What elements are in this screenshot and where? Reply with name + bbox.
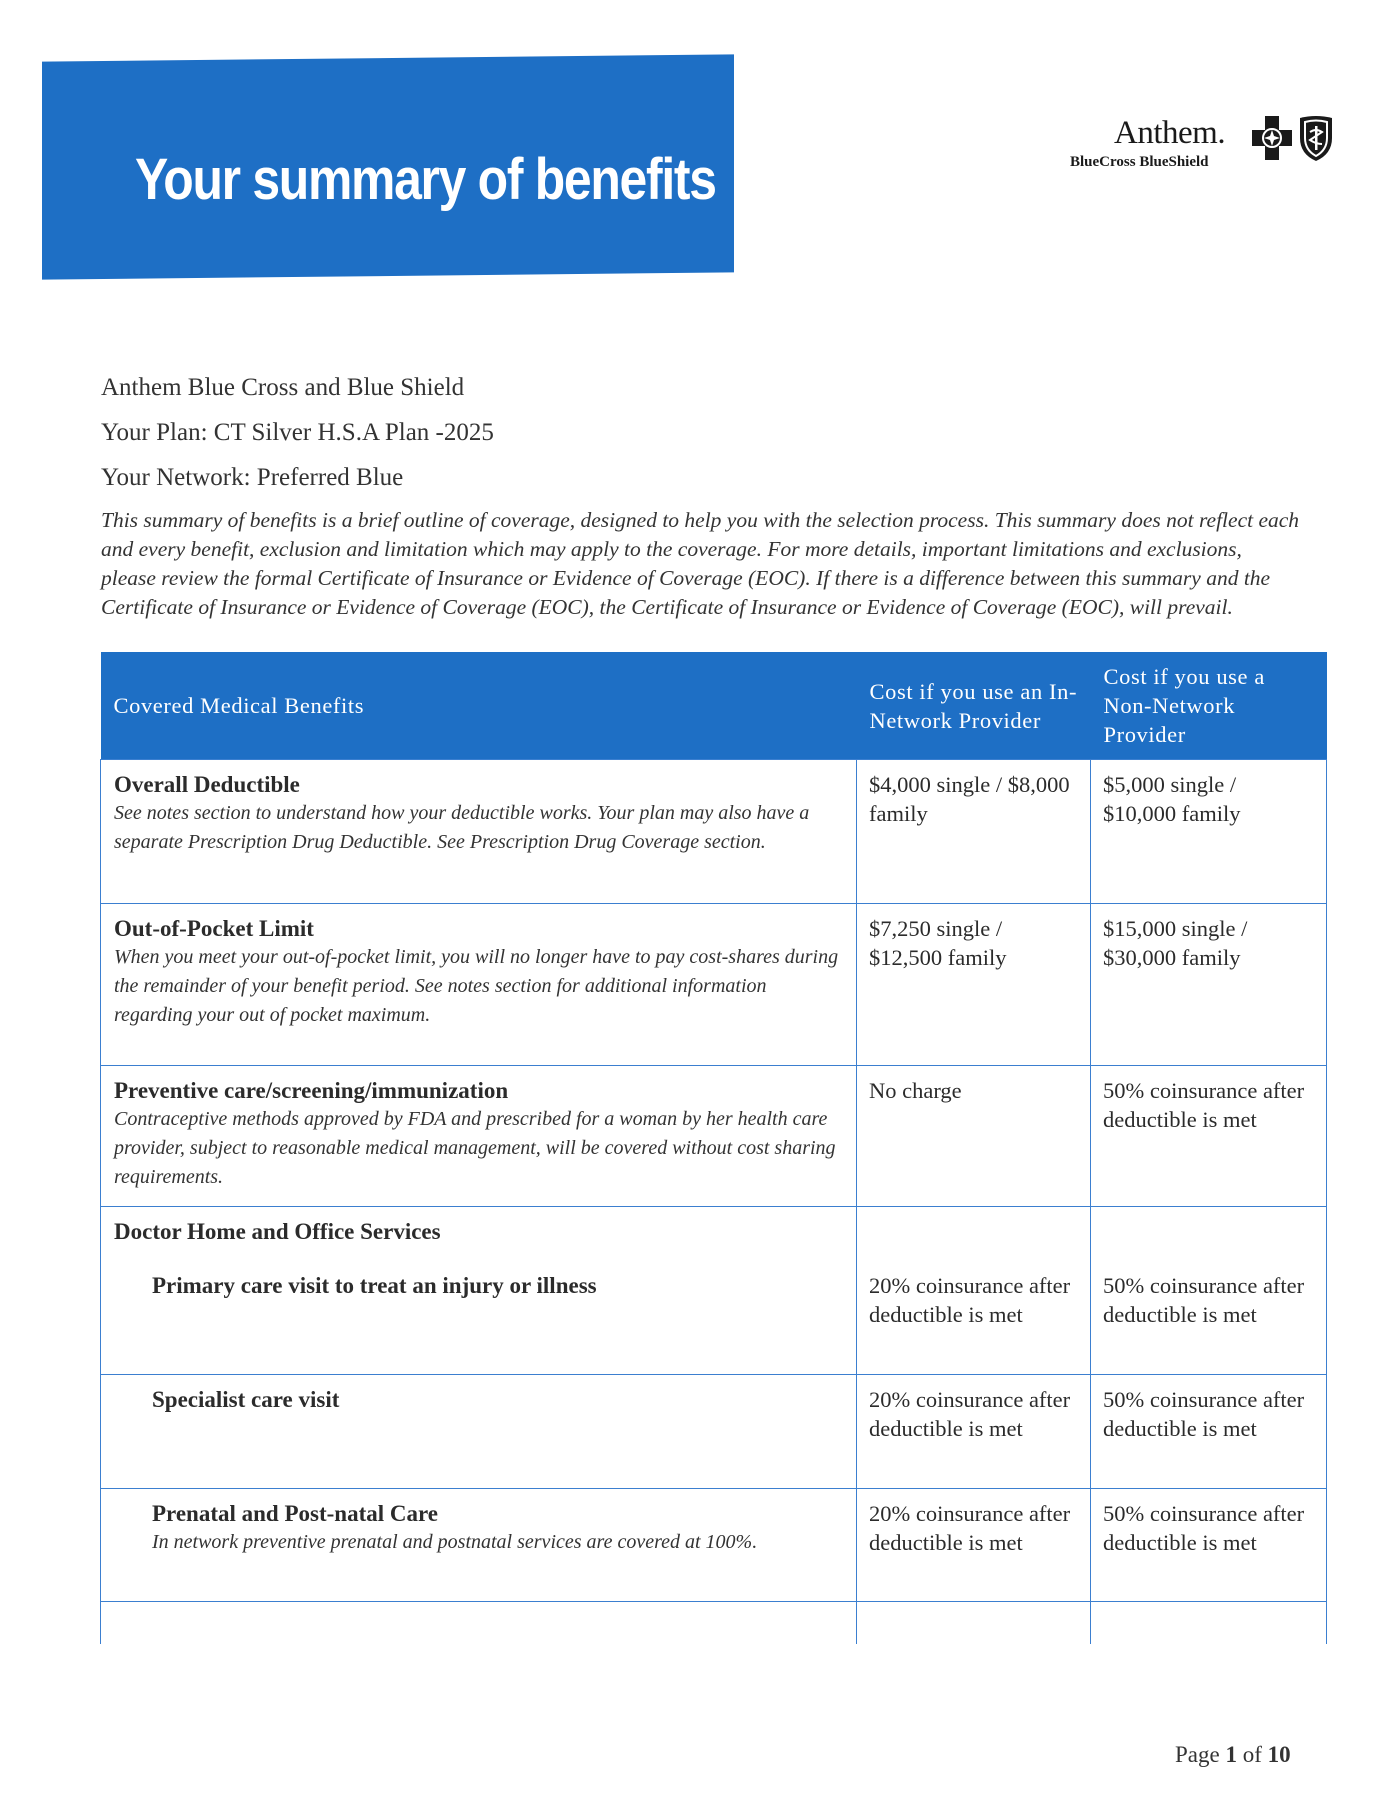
benefit-note: See notes section to understand how your deductible works. Your plan may also have a separate Prescription Drug Deductible. See Prescription Drug Coverage section. [114,802,810,853]
benefits-table [100,652,1326,1644]
blue-shield-icon [1296,114,1336,162]
header-non-network: Cost if you use a Non-Network Provider [1091,652,1327,760]
non-network-cost [1091,760,1327,904]
benefit-cell [101,904,857,1066]
page-prefix: Page [1175,1742,1226,1767]
in-network-value: 20% coinsurance after deductible is met [869,1501,1071,1555]
header-in-network: Cost if you use an In-Network Provider [857,652,1091,760]
in-network-cost [857,1207,1091,1375]
empty-cell [1091,1602,1327,1644]
benefit-name: Prenatal and Post-natal Care [152,1501,438,1526]
anthem-logo [1068,112,1338,174]
non-network-value: 50% coinsurance after deductible is met [1103,1078,1305,1132]
table-row [101,1066,1327,1207]
in-network-value: 20% coinsurance after deductible is met [869,1387,1071,1441]
table-row [101,760,1327,904]
benefit-cell [101,1066,857,1207]
benefit-cell [101,760,857,904]
table-row-group [101,1207,1327,1375]
benefit-cell [101,1375,857,1489]
blue-cross-icon [1252,116,1292,160]
non-network-value: $5,000 single / $10,000 family [1103,772,1241,826]
benefit-cell [101,1207,857,1375]
logo-wordmark: Anthem. [1114,115,1226,151]
non-network-value: 50% coinsurance after deductible is met [1103,1501,1305,1555]
table-row [101,1375,1327,1489]
page-number [1175,1742,1291,1768]
in-network-value: No charge [869,1078,962,1103]
non-network-value: 50% coinsurance after deductible is met [1103,1387,1305,1441]
benefit-note: In network preventive prenatal and postnatal services are covered at 100%. [152,1531,758,1553]
empty-cell [857,1602,1091,1644]
in-network-cost [857,1066,1091,1207]
benefit-name: Preventive care/screening/immunization [114,1078,509,1103]
header-benefit: Covered Medical Benefits [101,652,857,760]
benefit-name: Primary care visit to treat an injury or illness [152,1273,597,1298]
benefit-cell [101,1489,857,1602]
plan-name: Your Plan: CT Silver H.S.A Plan -2025 [101,419,494,446]
logo-subtitle: BlueCross BlueShield [1070,154,1209,170]
benefit-name: Out-of-Pocket Limit [114,916,314,941]
in-network-value: 20% coinsurance after deductible is met [869,1273,1071,1327]
page-total: 10 [1267,1742,1291,1767]
page-current: 1 [1225,1742,1237,1767]
in-network-cost [857,760,1091,904]
network-name: Your Network: Preferred Blue [101,464,404,491]
table-row [101,904,1327,1066]
benefit-note: Contraceptive methods approved by FDA and prescribed for a woman by her health care provider, subject to reasonable medical management, will be covered without cost sharing requirements. [114,1108,836,1188]
in-network-cost [857,1375,1091,1489]
non-network-cost [1091,1066,1327,1207]
benefit-name: Overall Deductible [114,772,300,797]
non-network-cost [1091,1207,1327,1375]
page-title: Your summary of benefits [135,147,716,212]
table-row-empty [101,1602,1327,1644]
benefit-note: When you meet your out-of-pocket limit, you will no longer have to pay cost-shares during the remainder of your benefit period. See notes section for additional information regarding your out of pocket maximum. [114,946,839,1026]
non-network-value: 50% coinsurance after deductible is met [1103,1273,1305,1327]
in-network-value: $7,250 single / $12,500 family [869,916,1007,970]
non-network-cost [1091,904,1327,1066]
table-row [101,1489,1327,1602]
table-header-row [101,652,1327,760]
carrier-name: Anthem Blue Cross and Blue Shield [101,374,465,401]
non-network-value: $15,000 single / $30,000 family [1103,916,1248,970]
non-network-cost [1091,1375,1327,1489]
in-network-value: $4,000 single / $8,000 family [869,772,1070,826]
page-of: of [1236,1742,1268,1767]
group-title: Doctor Home and Office Services [114,1219,441,1244]
benefit-name: Specialist care visit [152,1387,340,1412]
non-network-cost [1091,1489,1327,1602]
intro-disclaimer: This summary of benefits is a brief outline of coverage, designed to help you with the selection process. This summary does not reflect each and every benefit, exclusion and limitation which may apply to the coverage. For more details, important limitations and exclusions, please review the formal Certificate of Insurance or Evidence of Coverage (EOC). If there is a difference between this summary and the Certificate of Insurance or Evidence of Coverage (EOC), the Certificate of Insurance or Evidence of Coverage (EOC), will prevail. [101,508,1300,619]
empty-cell [101,1602,857,1644]
in-network-cost [857,1489,1091,1602]
in-network-cost [857,904,1091,1066]
